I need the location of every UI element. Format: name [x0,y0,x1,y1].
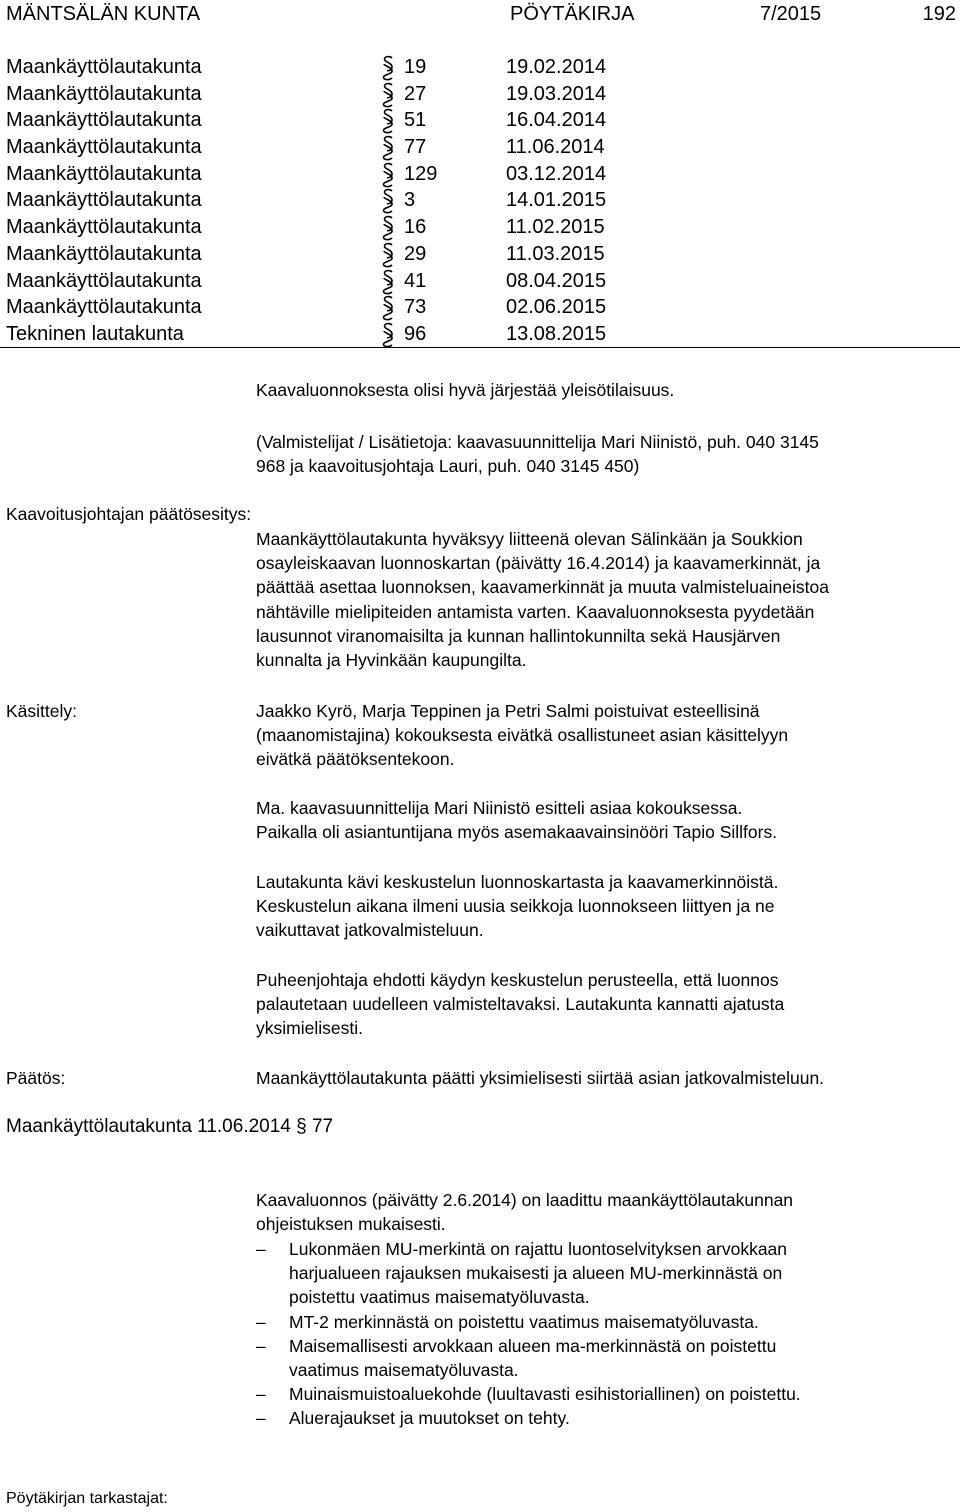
history-section-number: 96 [404,322,427,345]
dash-bullet-icon: – [256,1335,266,1356]
decision-text: Maankäyttölautakunta päätti yksimielisesti siirtää asian jatkovalmisteluun. [256,1068,825,1088]
history-date: 02.06.2015 [506,296,607,319]
history-date: 14.01.2015 [506,189,607,212]
section-sign-icon [380,268,396,296]
section-sign-icon [380,107,396,135]
change-item-line: Muinaismuistoaluekohde (luultavasti esihistoriallinen) on poistettu. [289,1384,801,1405]
document-type: PÖYTÄKIRJA [510,3,635,25]
draft-intro-line: ohjeistuksen mukaisesti. [256,1214,446,1235]
intro-sentence: Kaavaluonnoksesta olisi hyvä järjestää yleisötilaisuus. [256,380,675,400]
dash-bullet-icon: – [256,1311,266,1332]
document-number: 7/2015 [760,3,822,25]
preparer-line: 968 ja kaavoitusjohtaja Lauri, puh. 040 3145 450) [256,456,640,477]
history-row [0,161,960,188]
history-row [0,321,960,348]
history-row [0,241,960,268]
proposal-line: osayleiskaavan luonnoskartan (päivätty 16.4.2014) ja kaavamerkinnät, ja [256,553,821,574]
change-item [256,1310,956,1334]
preparer-info [256,430,956,478]
history-section-number: 19 [404,56,427,78]
history-organ: Maankäyttölautakunta [6,136,202,159]
change-item [256,1237,956,1310]
section-sign-icon [380,214,396,242]
history-organ: Maankäyttölautakunta [6,82,202,105]
history-row [0,187,960,214]
history-section-number: 77 [404,136,427,159]
history-section-number: 73 [404,296,427,319]
proposal-line: lausunnot viranomaisilta ja kunnan hallintokunnilta sekä Hausjärven [256,625,781,646]
history-organ: Maankäyttölautakunta [6,109,202,132]
processing-line: Lautakunta kävi keskustelun luonnoskartasta ja kaavamerkinnöistä. [256,872,779,892]
change-item-line: harjualueen rajauksen mukaisesti ja alueen MU-merkinnästä on [289,1263,783,1284]
history-date: 11.06.2014 [506,136,605,159]
history-row [0,81,960,108]
processing-paragraph-4 [256,968,956,1041]
history-row [0,54,960,81]
dash-bullet-icon: – [256,1408,266,1429]
processing-history [0,54,960,348]
section-sign-icon [380,54,396,82]
history-organ: Maankäyttölautakunta [6,269,202,292]
history-row [0,134,960,161]
history-date: 08.04.2015 [506,269,607,292]
draft-intro-line: Kaavaluonnos (päivätty 2.6.2014) on laadittu maankäyttölautakunnan [256,1190,794,1210]
history-date: 11.03.2015 [506,242,605,265]
history-section-number: 51 [404,109,427,132]
section-heading: Maankäyttölautakunta 11.06.2014 § 77 [6,1116,334,1137]
minutes-checkers-label: Pöytäkirjan tarkastajat: [6,1490,168,1507]
decision-label: Päätös: [6,1068,66,1088]
page-number: 192 [922,3,956,25]
change-item-line: Aluerajaukset ja muutokset on tehty. [289,1408,570,1429]
history-organ: Maankäyttölautakunta [6,216,202,239]
processing-line: Ma. kaavasuunnittelija Mari Niinistö esitteli asiaa kokouksessa. [256,798,743,818]
processing-line: eivätkä päätöksentekoon. [256,749,455,770]
change-item-line: vaatimus maisematyöluvasta. [289,1360,519,1381]
proposal-line: päättää asettaa luonnoksen, kaavamerkinnät ja muuta valmisteluaineistoa [256,577,829,598]
changes-list [256,1237,956,1431]
change-item [256,1382,956,1406]
history-row [0,294,960,321]
change-item-line: Lukonmäen MU-merkintä on rajattu luontoselvityksen arvokkaan [289,1239,788,1259]
history-section-number: 29 [404,242,427,265]
history-row [0,214,960,241]
preparer-line: (Valmistelijat / Lisätietoja: kaavasuunnittelija Mari Niinistö, puh. 040 3145 [256,432,819,452]
history-organ: Maankäyttölautakunta [6,189,202,212]
processing-line: Paikalla oli asiantuntijana myös asemakaavainsinööri Tapio Sillfors. [256,822,778,843]
section-sign-icon [380,81,396,109]
history-section-sign [380,321,396,357]
municipality-name: MÄNTSÄLÄN KUNTA [6,3,201,25]
history-section-number: 129 [404,162,438,185]
section-sign-icon [380,134,396,162]
processing-line: vaikuttavat jatkovalmisteluun. [256,920,484,941]
processing-paragraph-2 [256,796,956,844]
history-row [0,268,960,295]
dash-bullet-icon: – [256,1239,266,1259]
section-sign-icon [380,161,396,189]
section-sign-icon [380,187,396,215]
processing-line: (maanomistajina) kokouksesta eivätkä osallistuneet asian käsittelyyn [256,725,789,746]
processing-line: Puheenjohtaja ehdotti käydyn keskustelun perusteella, että luonnos [256,970,779,990]
history-date: 16.04.2014 [506,109,607,132]
history-organ: Maankäyttölautakunta [6,56,202,78]
proposal-line: Maankäyttölautakunta hyväksyy liitteenä olevan Sälinkään ja Soukkion [256,529,803,549]
section-sign-icon [380,321,396,349]
history-organ: Maankäyttölautakunta [6,242,202,265]
section-sign-icon [380,294,396,322]
section-sign-icon [380,241,396,269]
processing-line: Jaakko Kyrö, Marja Teppinen ja Petri Salmi poistuivat esteellisinä [256,701,760,721]
processing-label: Käsittely: [6,701,77,721]
history-row [0,107,960,134]
proposal-line: kunnalta ja Hyvinkään kaupungilta. [256,650,527,671]
processing-line: yksimielisesti. [256,1018,363,1039]
proposal-text [256,527,956,672]
history-section-number: 41 [404,269,427,292]
processing-line: palautetaan uudelleen valmisteltavaksi. Lautakunta kannatti ajatusta [256,994,785,1015]
change-item-line: poistettu vaatimus maisematyöluvasta. [289,1287,590,1308]
change-item [256,1406,956,1430]
history-date: 03.12.2014 [506,162,607,185]
history-date: 19.03.2014 [506,82,607,105]
change-item-line: MT-2 merkinnästä on poistettu vaatimus maisematyöluvasta. [289,1311,759,1332]
change-item-line: Maisemallisesti arvokkaan alueen ma-merkinnästä on poistettu [289,1335,777,1356]
history-date: 11.02.2015 [506,216,605,239]
history-date: 19.02.2014 [506,56,607,78]
history-organ: Tekninen lautakunta [6,322,184,345]
history-section-number: 3 [404,189,416,212]
change-item [256,1334,956,1382]
draft-intro [256,1188,956,1236]
history-date: 13.08.2015 [506,322,607,345]
proposal-label: Kaavoitusjohtajan päätösesitys: [6,504,252,524]
proposal-line: nähtäville mielipiteiden antamista varten. Kaavaluonnoksesta pyydetään [256,601,815,622]
processing-line: Keskustelun aikana ilmeni uusia seikkoja luonnokseen liittyen ja ne [256,896,775,917]
history-section-number: 16 [404,216,427,239]
history-organ: Maankäyttölautakunta [6,162,202,185]
history-organ: Maankäyttölautakunta [6,296,202,319]
history-divider [0,347,960,348]
processing-paragraph-3 [256,870,956,943]
dash-bullet-icon: – [256,1384,266,1405]
processing-paragraph-1 [256,699,956,772]
page-header [0,0,960,30]
history-section-number: 27 [404,82,427,105]
